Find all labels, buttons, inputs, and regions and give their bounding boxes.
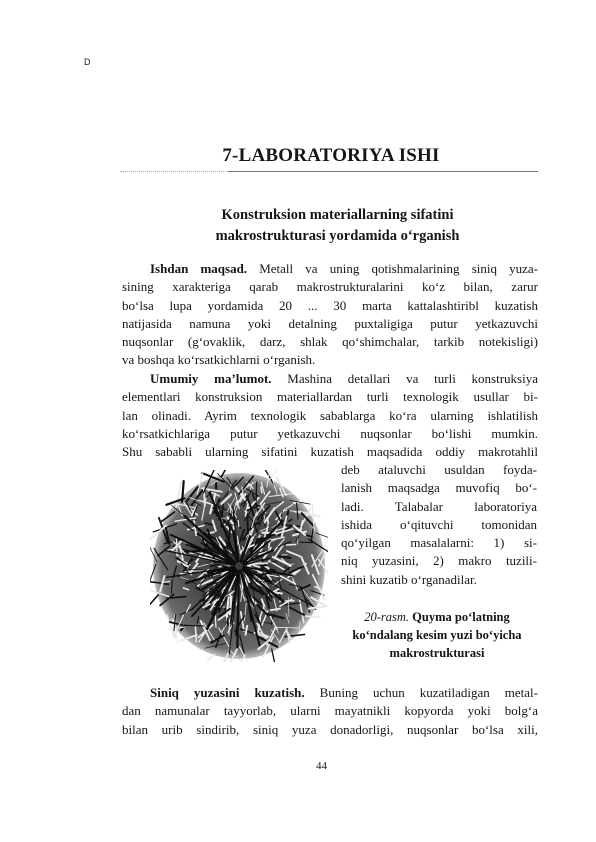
wrapped-line-3: ladi. Talabalar laboratoriya	[341, 498, 537, 514]
aim-line-6: va boshqa ko‘rsatkichlarni o‘rganish.	[122, 352, 316, 368]
general-text-0: Mashina detallari va turli konstruksiya	[271, 371, 539, 386]
dendrite-stroke	[150, 595, 158, 607]
page-number: 44	[316, 760, 327, 772]
aim-line-4: natijasida namuna yoki detalning puxtaligiga putur yetkazuvchi	[122, 315, 538, 331]
fracture-line-3: bilan urib sindirib, siniq yuza donadorligi, nuqsonlar bo‘lsa xili,	[122, 721, 538, 737]
dendrite-stroke	[238, 521, 239, 527]
general-line-3: lan olinadi. Ayrim texnologik sabablarga ko‘ra ularning ishlatilish	[122, 407, 538, 423]
caption-text-1: Quyma po‘latning	[409, 610, 510, 624]
dendrite-stroke	[276, 593, 282, 594]
dendrite-stroke	[195, 626, 196, 641]
macrostructure-image	[150, 470, 328, 662]
dendrite-stroke	[208, 655, 214, 661]
wrapped-line-2: lanish maqsadga muvofiq bo‘-	[341, 480, 537, 496]
general-line-5: Shu sababli ularning sifatini kuzatish maqsadida oddiy makrotahlil	[122, 444, 538, 460]
aim-line-5: nuqsonlar (g‘ovaklik, darz, shlak qo‘shimchalar, tarkib notekisligi)	[122, 334, 538, 350]
dendrite-stroke	[279, 556, 290, 558]
caption-line-1	[337, 608, 537, 626]
title-rule-faint	[120, 171, 228, 172]
general-line-2: elementlari konstruksion materiallardan turli texnologik usullar bi-	[122, 389, 538, 405]
wrapped-line-4: ishida o‘qituvchi tomonidan	[341, 516, 537, 532]
aim-line-3: bo‘lsa lupa yordamida 20 ... 30 marta kattalashtiribl kuzatish	[122, 297, 538, 313]
wrapped-line-7: shini kuzatib o‘rganadilar.	[341, 571, 477, 587]
subtitle-line-1: Konstruksion materiallarning sifatini	[221, 207, 454, 223]
dendrite-stroke	[229, 620, 230, 635]
general-line-4: ko‘rsatkichlariga putur yetkazuvchi nuqsonlar bo‘lishi mumkin.	[122, 425, 538, 441]
caption-line-2: ko‘ndalang kesim yuzi bo‘yicha	[352, 628, 522, 642]
wrapped-line-1: deb ataluvchi usuldan foyda-	[341, 462, 537, 477]
subtitle-line-2: makrostrukturasi yordamida o‘rganish	[215, 228, 460, 244]
wrapped-line-5: qo‘yilgan masalalarni: 1) si-	[341, 535, 537, 551]
general-lead: Umumiy ma’lumot.	[150, 371, 272, 386]
caption-line-3: makrostrukturasi	[389, 646, 485, 660]
caption-number: 20-rasm.	[364, 610, 410, 624]
dendrite-stroke	[256, 482, 257, 501]
title-rule	[228, 171, 538, 172]
fracture-text-0: Buning uchun kuzatiladigan metal-	[304, 685, 538, 700]
wrapped-line-6: niq yuzasini, 2) makro tuzili-	[341, 553, 537, 569]
fracture-line-2: dan namunalar tayyorlab, ularni mayatnikli kopyorda yoki bolg‘a	[122, 703, 538, 719]
aim-lead: Ishdan maqsad.	[150, 261, 248, 276]
macrostructure-figure	[150, 470, 328, 662]
corner-mark: D	[84, 57, 91, 67]
figure-caption	[337, 608, 537, 662]
fracture-line-1	[122, 684, 538, 702]
general-line-1	[122, 370, 538, 388]
aim-line-2: sining xarakteriga qarab makrostrukturalarini ko‘z bilan, zarur	[122, 279, 538, 295]
dendrite-stroke	[261, 487, 262, 493]
fracture-paragraph	[122, 684, 538, 739]
aim-line-1	[122, 260, 538, 278]
dendrite-stroke	[267, 573, 272, 574]
dendrite-stroke	[287, 545, 296, 546]
fracture-lead: Siniq yuzasini kuzatish.	[150, 685, 305, 700]
aim-text-0: Metall va uning qotishmalarining siniq yuza-	[247, 261, 539, 276]
general-wrapped-paragraph	[341, 461, 537, 589]
general-paragraph	[122, 370, 538, 461]
subtitle	[150, 205, 525, 247]
dendrite-stroke	[306, 616, 320, 617]
dendrite-stroke	[254, 563, 267, 564]
dendrite-stroke	[282, 555, 287, 556]
dendrite-stroke	[185, 571, 203, 572]
aim-paragraph	[122, 260, 538, 370]
page-title: 7-LABORATORIYA ISHI	[222, 145, 440, 166]
